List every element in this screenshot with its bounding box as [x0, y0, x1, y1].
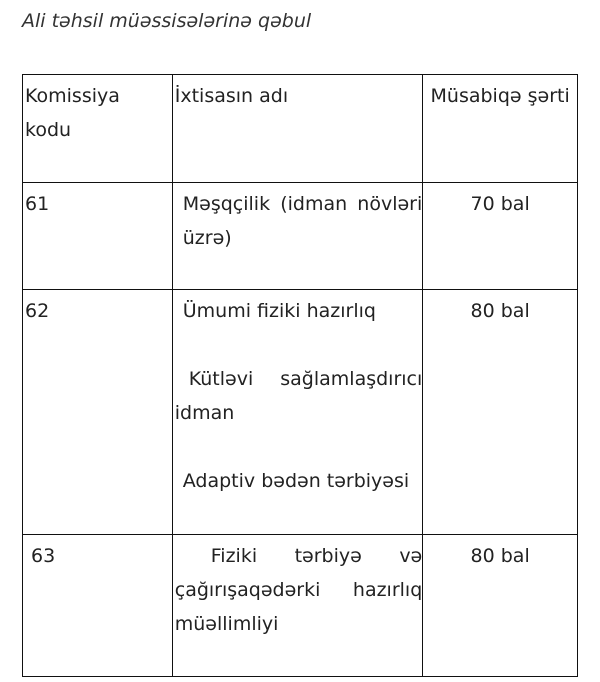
table-row — [23, 290, 578, 535]
admission-table — [22, 74, 578, 677]
row-code: 63 — [23, 535, 173, 677]
header-commission-code: Komissiya kodu — [23, 75, 173, 183]
row-specialty — [172, 290, 423, 535]
specialty-item: Fiziki tərbiyə və çağırışaqədərki hazırlıq müəllimliyi — [174, 545, 423, 635]
header-specialty-name: İxtisasın adı — [172, 75, 423, 183]
table-header-row — [23, 75, 578, 183]
page-title: Ali təhsil müəssisələrinə qəbul — [22, 10, 312, 32]
specialty-item: Məşqçilik (idman növləri üzrə) — [182, 193, 423, 249]
specialty-item: Adaptiv bədən tərbiyəsi — [182, 470, 410, 492]
specialty-item: Kütləvi sağlamlaşdırıcı idman — [174, 368, 423, 424]
row-condition: 80 bal — [423, 290, 578, 535]
row-specialty — [172, 183, 423, 290]
specialty-item: Ümumi fiziki hazırlıq — [182, 300, 376, 322]
header-competition-condition: Müsabiqə şərti — [423, 75, 578, 183]
table-row — [23, 183, 578, 290]
table-row — [23, 535, 578, 677]
row-specialty — [172, 535, 423, 677]
row-condition: 80 bal — [423, 535, 578, 677]
row-condition: 70 bal — [423, 183, 578, 290]
row-code: 62 — [23, 290, 173, 535]
row-code: 61 — [23, 183, 173, 290]
